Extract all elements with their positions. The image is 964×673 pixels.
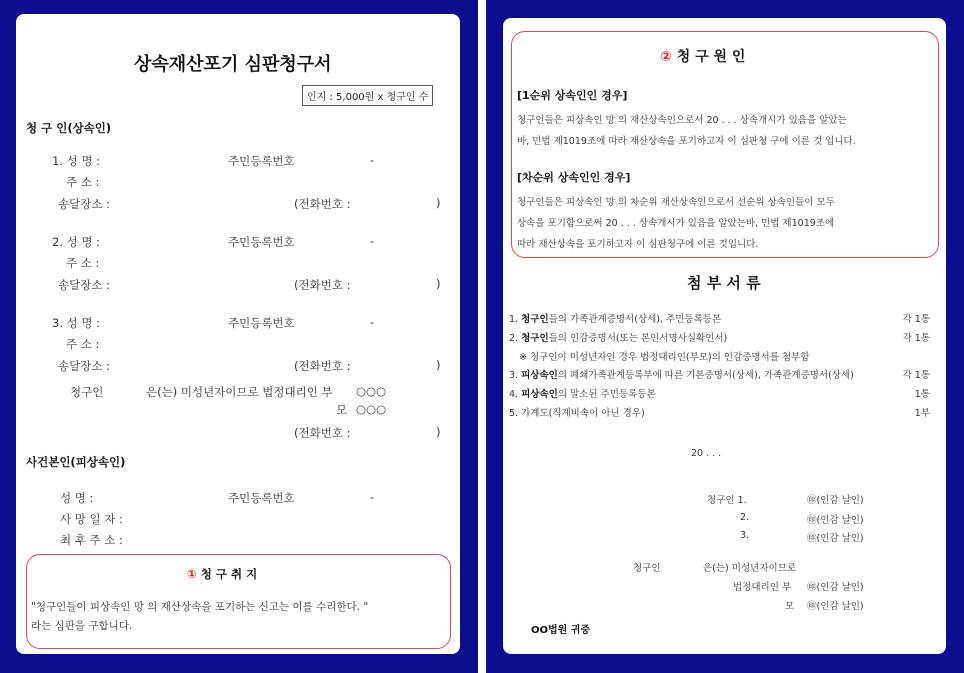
second-rank-text-line1: 청구인들은 피상속인 망 의 차순위 재산상속인으로서 선순위 상속인들이 모두 [517,197,835,208]
phone-close-paren: ) [436,196,441,210]
guardian-mother-label: 모 [785,601,795,612]
form-page-1 [16,14,460,654]
attachment-item-1: 1. 청구인들의 가족관계증명서(상세), 주민등록등본 [509,314,722,325]
phone-label: (전화번호 : [294,359,351,373]
court-addressee: OO법원 귀중 [531,625,591,636]
claimant-3-address-label: 주 소 : [66,337,100,351]
claimant-1-name-label: 1. 성 명 : [52,154,101,168]
minor-guardian-text: 은(는) 미성년자이므로 [703,563,797,574]
phone-close-paren: ) [436,277,441,291]
seal-3: ㊞(인감 날인) [807,533,864,544]
attachment-note: ※ 청구인이 미성년자인 경우 법정대리인(부모)의 인감증명서를 첨부함 [519,352,810,363]
form-page-2 [503,18,946,654]
mother-name-circles: ○○○ [356,402,387,416]
attachment-count-3: 각 1통 [902,370,930,381]
claimant-3-name-label: 3. 성 명 : [52,316,101,330]
minor-guardian-text: 은(는) 미성년자이므로 법정대리인 부 [146,385,333,399]
claimant-3-mailing-label: 송달장소 : [58,359,110,373]
circled-number-2: ② [660,49,672,65]
id-dash: - [370,234,375,248]
first-rank-text-line1: 청구인들은 피상속인 망 의 재산상속인으로서 20 . . . 상속개시가 있음을 알았는 [517,115,847,126]
seal-mother: ㊞(인감 날인) [807,601,864,612]
filing-date: 20 . . . [691,448,722,459]
decedent-death-date-label: 사 망 일 자 : [60,512,123,526]
claim-purpose-title-text: 청 구 취 지 [200,567,258,581]
id-dash: - [370,490,375,504]
decedent-name-label: 성 명 : [60,491,94,505]
phone-label: (전화번호 : [294,197,351,211]
decedent-last-address-label: 최 후 주 소 : [60,533,123,547]
decedent-heading: 사건본인(피상속인) [26,455,126,469]
attachments-title: 첨 부 서 류 [687,274,761,292]
id-number-label: 주민등록번호 [228,316,295,330]
signature-label-3: 3. [740,530,750,541]
claim-purpose-text-line1: "청구인들이 피상속인 망 의 재산상속을 포기하는 신고는 이를 수리한다. " [31,601,369,613]
second-rank-text-line2: 상속을 포기함으로써 20 . . . 상속개시가 있음을 알았는바, 민법 제1019조에 [517,218,835,229]
first-rank-heading: [1순위 상속인인 경우] [517,89,628,102]
minor-claimant-label: 청구인 [633,563,661,574]
attachment-count-5: 1부 [914,408,930,419]
second-rank-text-line3: 따라 재산상속을 포기하고자 이 심판청구에 이른 것입니다. [517,239,759,250]
id-number-label: 주민등록번호 [228,154,295,168]
id-number-label: 주민등록번호 [228,235,295,249]
seal-2: ㊞(인감 날인) [807,515,864,526]
phone-close-paren: ) [436,358,441,372]
claimant-2-address-label: 주 소 : [66,256,100,270]
claimant-2-mailing-label: 송달장소 : [58,278,110,292]
page-divider [478,0,486,673]
claim-cause-box [511,31,939,258]
stamp-fee-box: 인지 : 5,000원 x 청구인 수 [302,85,433,106]
attachment-count-4: 1통 [914,389,930,400]
minor-claimant-label: 청구인 [70,385,104,399]
phone-close-paren: ) [436,425,441,439]
seal-father: ㊞(인감 날인) [807,582,864,593]
document-title: 상속재산포기 심판청구서 [134,54,332,75]
phone-label: (전화번호 : [294,278,351,292]
attachment-item-3: 3. 피상속인의 폐쇄가족관계등록부에 따른 기본증명서(상세), 가족관계증명서(상세) [509,370,854,381]
mother-label: 모 [336,403,348,417]
signature-label-1: 청구인 1. [707,495,747,506]
attachment-item-4: 4. 피상속인의 말소된 주민등록등본 [509,389,656,400]
phone-label: (전화번호 : [294,426,351,440]
id-dash: - [370,153,375,167]
father-name-circles: ○○○ [356,384,387,398]
attachment-item-5: 5. 가계도(직계비속이 아닌 경우) [509,408,645,419]
id-number-label: 주민등록번호 [228,491,295,505]
signature-label-2: 2. [740,512,750,523]
claimant-2-name-label: 2. 성 명 : [52,235,101,249]
attachment-count-2: 각 1통 [902,333,930,344]
guardian-father-label: 법정대리인 부 [733,582,792,593]
attachment-count-1: 각 1통 [902,314,930,325]
claimant-1-mailing-label: 송달장소 : [58,197,110,211]
claim-purpose-title [187,566,257,582]
first-rank-text-line2: 바, 민법 제1019조에 따라 재산상속을 포기하고자 이 심판청 구에 이른 것 입니다. [517,136,856,147]
claim-purpose-text-line2: 라는 심판을 구합니다. [31,620,133,632]
seal-1: ㊞(인감 날인) [807,495,864,506]
circled-number-1: ① [187,567,197,581]
claimant-1-address-label: 주 소 : [66,175,100,189]
claimants-heading: 청 구 인(상속인) [26,121,112,135]
second-rank-heading: [차순위 상속인인 경우] [517,171,631,184]
claim-purpose-box [26,554,451,649]
claim-cause-title-text: 청 구 원 인 [676,49,746,65]
id-dash: - [370,315,375,329]
claim-cause-title [660,46,745,66]
attachment-item-2: 2. 청구인들의 인감증명서(또는 본인서명사실확인서) [509,333,728,344]
